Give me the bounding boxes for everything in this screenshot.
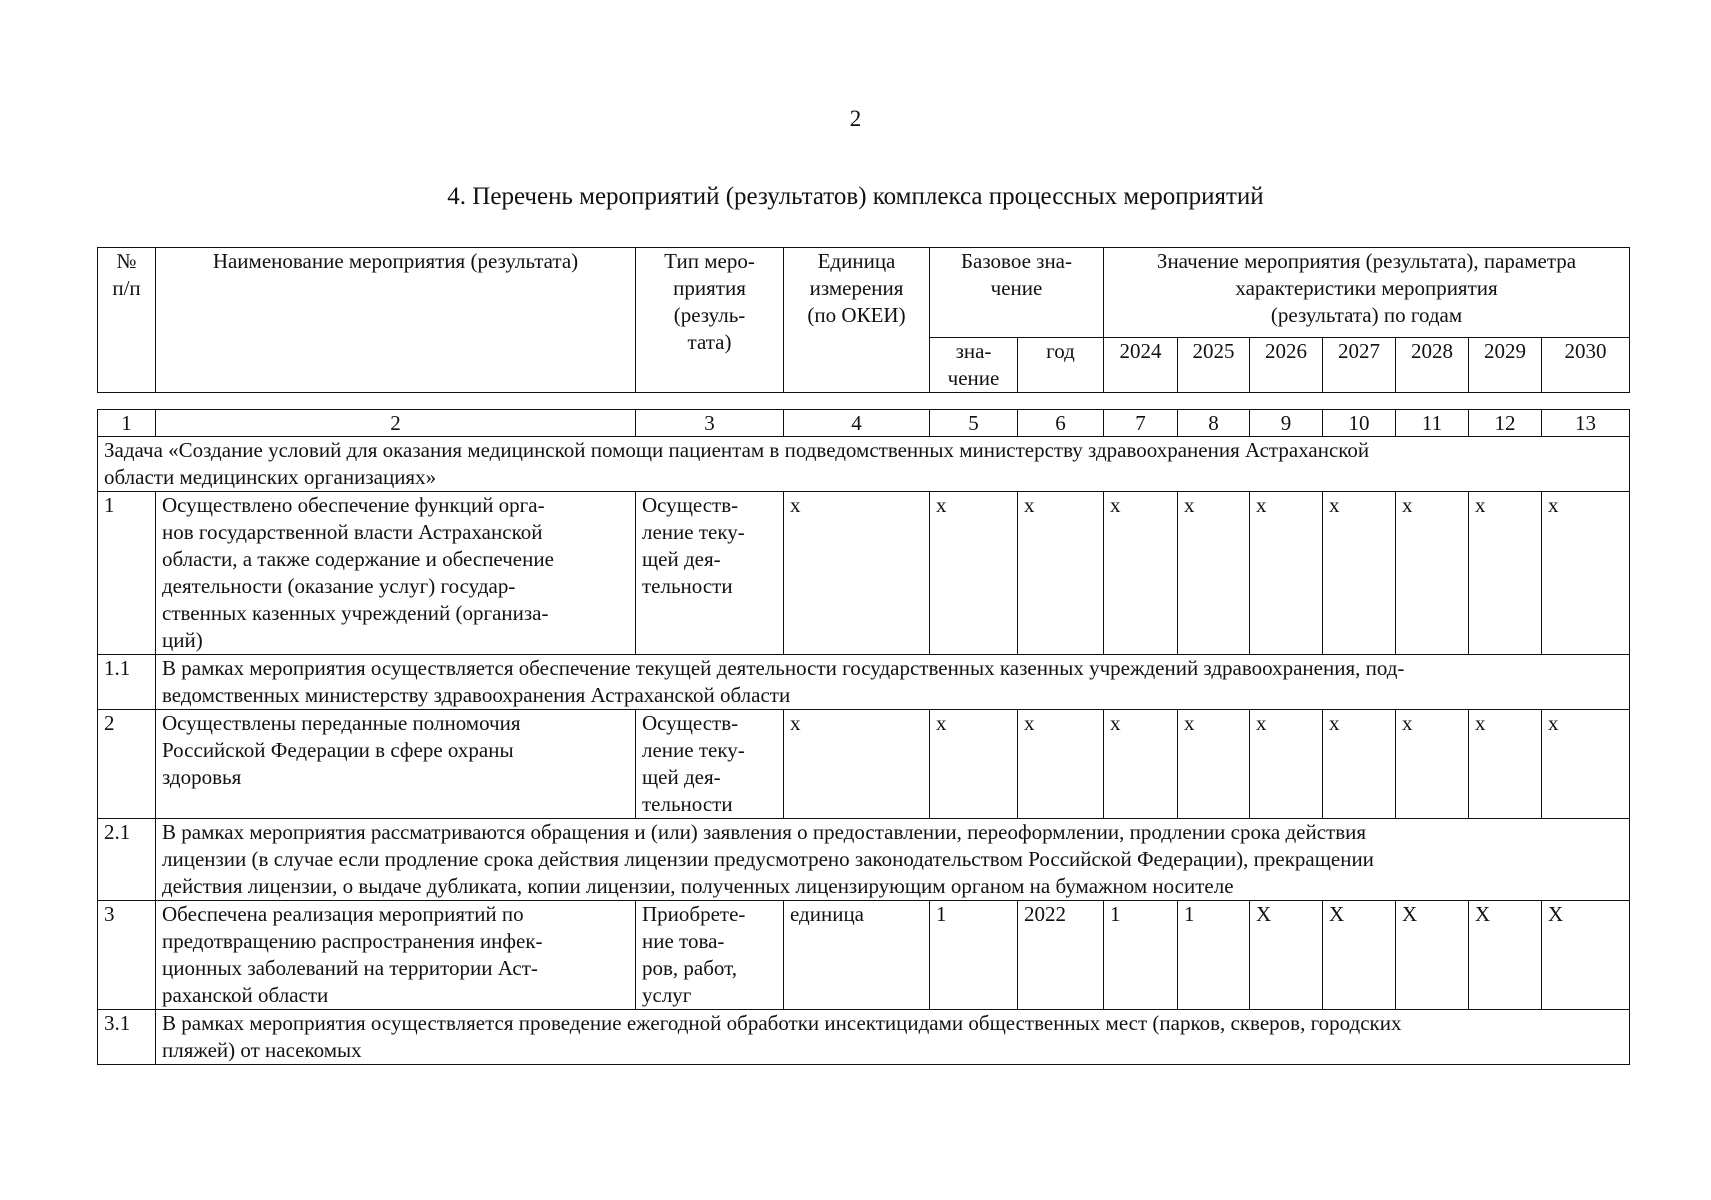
unit-cell: x [784, 492, 930, 655]
year-value-cell: X [1469, 901, 1542, 1010]
year-value-cell: x [1396, 492, 1469, 655]
column-number: 4 [784, 410, 930, 437]
year-value-cell: X [1542, 901, 1630, 1010]
year-value-cell: x [1542, 492, 1630, 655]
row-number: 1.1 [98, 655, 156, 710]
task-text: Задача «Создание условий для оказания медицинской помощи пациентам в подведомственных министерству здравоохранения Астраханской области медицинских организациях» [98, 437, 1630, 492]
column-number: 2 [156, 410, 636, 437]
header-number: № п/п [98, 248, 156, 393]
page-number: 2 [849, 106, 862, 131]
base-value-cell: 1 [930, 901, 1018, 1010]
note-text: В рамках мероприятия осуществляется обеспечение текущей деятельности государственных казенных учреждений здравоохранения, под- ведомственных министерству здравоохранения Астраханской области [156, 655, 1630, 710]
year-value-cell: x [1250, 492, 1323, 655]
year-value-cell: x [1250, 710, 1323, 819]
base-year-cell: x [1018, 710, 1104, 819]
year-value-cell: x [1469, 710, 1542, 819]
column-number: 11 [1396, 410, 1469, 437]
base-value-cell: x [930, 492, 1018, 655]
year-value-cell: X [1250, 901, 1323, 1010]
header-year: 2029 [1469, 338, 1542, 393]
activity-type: Осуществ- ление теку- щей дея- тельности [636, 492, 784, 655]
table-header [97, 247, 1630, 393]
year-value-cell: 1 [1104, 901, 1178, 1010]
activity-name: Осуществлены переданные полномочия Российской Федерации в сфере охраны здоровья [156, 710, 636, 819]
column-number: 7 [1104, 410, 1178, 437]
task-row [98, 437, 1630, 492]
note-row [98, 1010, 1630, 1065]
base-value-cell: x [930, 710, 1018, 819]
column-number: 9 [1250, 410, 1323, 437]
year-value-cell: x [1469, 492, 1542, 655]
row-number: 2 [98, 710, 156, 819]
row-number: 2.1 [98, 819, 156, 901]
document-title: 4. Перечень мероприятий (результатов) комплекса процессных мероприятий [447, 183, 1264, 210]
year-value-cell: x [1104, 492, 1178, 655]
column-number: 5 [930, 410, 1018, 437]
base-year-cell: 2022 [1018, 901, 1104, 1010]
year-value-cell: x [1323, 710, 1396, 819]
header-type: Тип меро- приятия (резуль- тата) [636, 248, 784, 393]
header-year: 2030 [1542, 338, 1630, 393]
column-number: 8 [1178, 410, 1250, 437]
column-number: 13 [1542, 410, 1630, 437]
base-year-cell: x [1018, 492, 1104, 655]
header-year: 2024 [1104, 338, 1178, 393]
header-name: Наименование мероприятия (результата) [156, 248, 636, 393]
header-values-by-year: Значение мероприятия (результата), параметра характеристики мероприятия (результата) по годам [1104, 248, 1630, 338]
column-number: 12 [1469, 410, 1542, 437]
column-number: 6 [1018, 410, 1104, 437]
note-row [98, 819, 1630, 901]
year-value-cell: x [1396, 710, 1469, 819]
year-value-cell: x [1178, 492, 1250, 655]
year-value-cell: X [1396, 901, 1469, 1010]
table-row [98, 901, 1630, 1010]
year-value-cell: x [1323, 492, 1396, 655]
header-year: 2026 [1250, 338, 1323, 393]
year-value-cell: 1 [1178, 901, 1250, 1010]
header-base-value: зна- чение [930, 338, 1018, 393]
year-value-cell: X [1323, 901, 1396, 1010]
year-value-cell: x [1178, 710, 1250, 819]
header-year: 2028 [1396, 338, 1469, 393]
header-base: Базовое зна- чение [930, 248, 1104, 338]
row-number: 3.1 [98, 1010, 156, 1065]
activity-type: Приобрете- ние това- ров, работ, услуг [636, 901, 784, 1010]
column-number: 1 [98, 410, 156, 437]
unit-cell: x [784, 710, 930, 819]
table-row [98, 710, 1630, 819]
table-body [97, 409, 1630, 1065]
table-row [98, 492, 1630, 655]
row-number: 1 [98, 492, 156, 655]
note-text: В рамках мероприятия рассматриваются обращения и (или) заявления о предоставлении, переоформлении, продлении срока действия лицензии (в случае если продление срока действия лицензии предусмотрено законодательством Российской Федерации), прекращении действия лицензии, о выдаче дубликата, копии лицензии, полученных лицензирующим органом на бумажном носителе [156, 819, 1630, 901]
row-number: 3 [98, 901, 156, 1010]
column-number-row [98, 410, 1630, 437]
unit-cell: единица [784, 901, 930, 1010]
column-number: 10 [1323, 410, 1396, 437]
column-number: 3 [636, 410, 784, 437]
activity-name: Обеспечена реализация мероприятий по предотвращению распространения инфек- ционных заболеваний на территории Аст- раханской области [156, 901, 636, 1010]
year-value-cell: x [1542, 710, 1630, 819]
year-value-cell: x [1104, 710, 1178, 819]
note-row [98, 655, 1630, 710]
activity-type: Осуществ- ление теку- щей дея- тельности [636, 710, 784, 819]
header-year: 2025 [1178, 338, 1250, 393]
activity-name: Осуществлено обеспечение функций орга- нов государственной власти Астраханской области, а также содержание и обеспечение деятельности (оказание услуг) государ- ственных казенных учреждений (организа- ций) [156, 492, 636, 655]
note-text: В рамках мероприятия осуществляется проведение ежегодной обработки инсектицидами общественных мест (парков, скверов, городских пляжей) от насекомых [156, 1010, 1630, 1065]
header-unit: Единица измерения (по ОКЕИ) [784, 248, 930, 393]
header-base-year: год [1018, 338, 1104, 393]
header-year: 2027 [1323, 338, 1396, 393]
